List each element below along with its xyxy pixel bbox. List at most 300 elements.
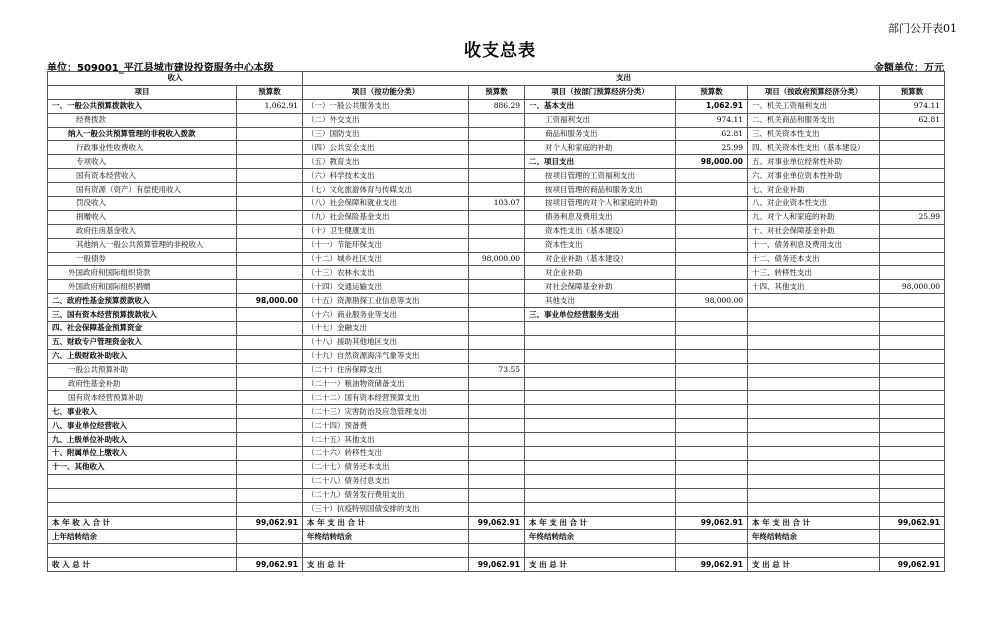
total-functional-item: 本 年 支 出 合 计 [303,516,469,530]
functional-budget [469,447,525,461]
table-row [48,127,945,141]
total-income-budget: 99,062.91 [237,516,303,530]
table-row [48,183,945,197]
income-item: 四、社会保障基金预算资金 [48,322,237,336]
functional-budget [469,433,525,447]
dept-economic-item: 其他支出 [525,294,676,308]
gov-economic-item [748,433,880,447]
functional-item: （九）社会保险基金支出 [303,210,469,224]
income-section-header: 收入 [48,72,303,86]
dept-economic-budget [676,447,748,461]
income-budget [237,447,303,461]
income-budget [237,280,303,294]
dept-economic-item [525,349,676,363]
dept-economic-item: 对个人和家庭的补助 [525,141,676,155]
gov-economic-budget [880,335,945,349]
dept-economic-budget [676,252,748,266]
functional-item: （十五）资源勘探工业信息等支出 [303,294,469,308]
dept-economic-item [525,433,676,447]
functional-budget [469,460,525,474]
dept-economic-item [525,419,676,433]
income-budget [237,224,303,238]
functional-budget: 886.29 [469,99,525,113]
gov-economic-item [748,363,880,377]
functional-item: （六）科学技术支出 [303,169,469,183]
gov-economic-budget [880,447,945,461]
col-income-budget: 预算数 [237,85,303,99]
functional-item: （二）外交支出 [303,113,469,127]
income-item: 经费拨款 [48,113,237,127]
income-item: 三、国有资本经营预算拨款收入 [48,308,237,322]
dept-economic-budget [676,502,748,516]
dept-economic-budget [676,183,748,197]
total-functional-item [303,544,469,558]
total-functional-item: 支 出 总 计 [303,558,469,572]
functional-budget: 98,000.00 [469,252,525,266]
table-row [48,391,945,405]
dept-economic-budget [676,266,748,280]
total-dept-economic-item: 支 出 总 计 [525,558,676,572]
dept-economic-item [525,322,676,336]
dept-economic-budget [676,238,748,252]
gov-economic-budget [880,363,945,377]
table-row [48,502,945,516]
gov-economic-item [748,419,880,433]
expense-section-header: 支出 [303,72,945,86]
dept-economic-item: 二、项目支出 [525,155,676,169]
functional-budget [469,169,525,183]
income-budget [237,474,303,488]
dept-economic-item: 按项目管理的商品和服务支出 [525,183,676,197]
page-title: 收支总表 [464,41,536,61]
income-item: 专项收入 [48,155,237,169]
functional-item: （二十二）国有资本经营预算支出 [303,391,469,405]
section-header-row [48,72,945,86]
table-row [48,280,945,294]
functional-budget [469,308,525,322]
gov-economic-item: 十一、债务利息及费用支出 [748,238,880,252]
col-income-item: 项目 [48,85,237,99]
dept-economic-item [525,502,676,516]
dept-economic-budget [676,433,748,447]
income-item: 国有资源（资产）有偿使用收入 [48,183,237,197]
functional-budget [469,155,525,169]
col-dept-economic-budget: 预算数 [676,85,748,99]
gov-economic-budget [880,141,945,155]
functional-budget [469,280,525,294]
gov-economic-item: 二、机关商品和服务支出 [748,113,880,127]
income-budget [237,322,303,336]
dept-economic-budget [676,280,748,294]
income-budget [237,377,303,391]
gov-economic-budget [880,405,945,419]
gov-economic-budget: 25.99 [880,210,945,224]
functional-item: （十二）城乡社区支出 [303,252,469,266]
functional-item: （四）公共安全支出 [303,141,469,155]
gov-economic-budget [880,488,945,502]
gov-economic-item [748,447,880,461]
gov-economic-budget [880,252,945,266]
income-budget [237,169,303,183]
functional-budget [469,294,525,308]
gov-economic-budget [880,349,945,363]
table-row [48,141,945,155]
functional-budget [469,224,525,238]
income-item: 国有资本经营收入 [48,169,237,183]
dept-economic-budget: 98,000.00 [676,155,748,169]
income-budget [237,183,303,197]
total-income-budget [237,544,303,558]
dept-economic-budget: 25.99 [676,141,748,155]
dept-economic-item: 三、事业单位经营服务支出 [525,308,676,322]
gov-economic-budget: 62.81 [880,113,945,127]
total-gov-economic-item: 支 出 总 计 [748,558,880,572]
gov-economic-item [748,349,880,363]
income-item [48,474,237,488]
table-row [48,210,945,224]
dept-economic-item: 按项目管理的对个人和家庭的补助 [525,197,676,211]
gov-economic-budget [880,224,945,238]
functional-budget [469,266,525,280]
gov-economic-budget [880,266,945,280]
income-budget [237,419,303,433]
functional-budget [469,113,525,127]
income-item: 一般公共预算补助 [48,363,237,377]
gov-economic-item: 八、对企业资本性支出 [748,197,880,211]
gov-economic-item: 十三、转移性支出 [748,266,880,280]
income-item: 七、事业收入 [48,405,237,419]
col-functional-budget: 预算数 [469,85,525,99]
dept-economic-budget: 974.11 [676,113,748,127]
functional-item: （二十七）债务还本支出 [303,460,469,474]
functional-budget [469,349,525,363]
total-functional-budget [469,530,525,544]
functional-budget [469,183,525,197]
functional-item: （十九）自然资源海洋气象等支出 [303,349,469,363]
table-row [48,433,945,447]
total-gov-economic-item: 本 年 支 出 合 计 [748,516,880,530]
dept-economic-budget [676,474,748,488]
income-budget [237,460,303,474]
functional-item: （二十八）债务付息支出 [303,474,469,488]
gov-economic-budget [880,155,945,169]
income-item: 一般债券 [48,252,237,266]
total-income-item: 上年结转结余 [48,530,237,544]
budget-summary-table [47,71,945,572]
dept-economic-budget: 62.81 [676,127,748,141]
table-row [48,266,945,280]
dept-economic-budget [676,488,748,502]
income-budget [237,405,303,419]
functional-item: （十三）农林水支出 [303,266,469,280]
dept-economic-item: 按项目管理的工资福利支出 [525,169,676,183]
total-functional-budget [469,544,525,558]
income-budget [237,433,303,447]
functional-budget [469,322,525,336]
table-row [48,335,945,349]
income-budget [237,266,303,280]
income-budget [237,210,303,224]
functional-item: （五）教育支出 [303,155,469,169]
functional-item: （十七）金融支出 [303,322,469,336]
table-row [48,224,945,238]
income-item: 九、上级单位补助收入 [48,433,237,447]
gov-economic-item: 十四、其他支出 [748,280,880,294]
functional-item: （二十六）转移性支出 [303,447,469,461]
gov-economic-item [748,335,880,349]
col-gov-economic-budget: 预算数 [880,85,945,99]
table-row [48,155,945,169]
form-number: 部门公开表01 [888,22,957,35]
income-item: 捐赠收入 [48,210,237,224]
dept-economic-item: 对企业补助（基本建设） [525,252,676,266]
table-row [48,363,945,377]
dept-economic-item [525,377,676,391]
functional-budget [469,405,525,419]
gov-economic-item [748,377,880,391]
total-dept-economic-item [525,544,676,558]
functional-budget [469,141,525,155]
gov-economic-item: 五、对事业单位经常性补助 [748,155,880,169]
gov-economic-budget [880,460,945,474]
gov-economic-item [748,460,880,474]
column-header-row [48,85,945,99]
income-budget [237,349,303,363]
total-functional-budget: 99,062.91 [469,516,525,530]
total-row [48,558,945,572]
table-row [48,447,945,461]
total-income-budget: 99,062.91 [237,558,303,572]
income-budget: 1,062.91 [237,99,303,113]
income-item: 政府住房基金收入 [48,224,237,238]
total-dept-economic-budget: 99,062.91 [676,516,748,530]
dept-economic-item [525,391,676,405]
total-gov-economic-budget [880,544,945,558]
functional-budget: 73.55 [469,363,525,377]
gov-economic-budget: 98,000.00 [880,280,945,294]
gov-economic-item [748,308,880,322]
table-row [48,488,945,502]
gov-economic-budget [880,238,945,252]
functional-item: （三）国防支出 [303,127,469,141]
total-income-item: 本 年 收 入 合 计 [48,516,237,530]
income-item: 罚没收入 [48,197,237,211]
functional-budget [469,377,525,391]
dept-economic-budget [676,322,748,336]
gov-economic-budget [880,127,945,141]
gov-economic-budget [880,391,945,405]
gov-economic-item [748,294,880,308]
income-budget [237,502,303,516]
functional-budget [469,238,525,252]
gov-economic-item: 九、对个人和家庭的补助 [748,210,880,224]
gov-economic-item: 一、机关工资福利支出 [748,99,880,113]
functional-budget [469,335,525,349]
total-gov-economic-budget [880,530,945,544]
table-row [48,405,945,419]
dept-economic-budget [676,308,748,322]
functional-item: （二十）住房保障支出 [303,363,469,377]
gov-economic-item [748,474,880,488]
income-item: 一、一般公共预算拨款收入 [48,99,237,113]
income-budget [237,155,303,169]
total-functional-budget: 99,062.91 [469,558,525,572]
income-budget [237,113,303,127]
functional-budget [469,474,525,488]
income-item: 十、附属单位上缴收入 [48,447,237,461]
dept-economic-budget: 98,000.00 [676,294,748,308]
gov-economic-budget [880,377,945,391]
income-budget: 98,000.00 [237,294,303,308]
dept-economic-item: 对企业补助 [525,266,676,280]
income-budget [237,488,303,502]
total-row [48,516,945,530]
dept-economic-budget [676,224,748,238]
functional-item: （十一）节能环保支出 [303,238,469,252]
income-budget [237,335,303,349]
income-item: 外国政府和国际组织贷款 [48,266,237,280]
total-row [48,530,945,544]
total-functional-item: 年终结转结余 [303,530,469,544]
functional-item: （十）卫生健康支出 [303,224,469,238]
dept-economic-item: 工资福利支出 [525,113,676,127]
gov-economic-item: 十二、债务还本支出 [748,252,880,266]
income-item: 五、财政专户管理资金收入 [48,335,237,349]
total-gov-economic-budget: 99,062.91 [880,516,945,530]
income-budget [237,197,303,211]
dept-economic-budget: 1,062.91 [676,99,748,113]
income-item: 行政事业性收费收入 [48,141,237,155]
table-row [48,349,945,363]
gov-economic-budget: 974.11 [880,99,945,113]
gov-economic-item: 四、机关资本性支出（基本建设） [748,141,880,155]
functional-budget [469,210,525,224]
total-dept-economic-budget: 99,062.91 [676,558,748,572]
table-row [48,308,945,322]
functional-budget [469,488,525,502]
income-budget [237,252,303,266]
gov-economic-budget [880,419,945,433]
dept-economic-item: 资本性支出（基本建设） [525,224,676,238]
total-gov-economic-item: 年终结转结余 [748,530,880,544]
total-dept-economic-item: 本 年 支 出 合 计 [525,516,676,530]
dept-economic-budget [676,405,748,419]
dept-economic-item [525,488,676,502]
table-row [48,238,945,252]
dept-economic-budget [676,419,748,433]
dept-economic-budget [676,210,748,224]
functional-item: （二十五）其他支出 [303,433,469,447]
gov-economic-budget [880,183,945,197]
functional-item: （二十一）粮油物资储备支出 [303,377,469,391]
total-dept-economic-budget [676,544,748,558]
gov-economic-budget [880,294,945,308]
dept-economic-budget [676,377,748,391]
income-item: 国有资本经营预算补助 [48,391,237,405]
functional-item: （二十九）债务发行费用支出 [303,488,469,502]
dept-economic-item: 对社会保障基金补助 [525,280,676,294]
functional-item: （三十）抗疫特别国债安排的支出 [303,502,469,516]
functional-budget [469,419,525,433]
dept-economic-item: 资本性支出 [525,238,676,252]
gov-economic-budget [880,433,945,447]
table-row [48,252,945,266]
income-budget [237,391,303,405]
table-row [48,322,945,336]
dept-economic-item: 债务利息及费用支出 [525,210,676,224]
income-budget [237,308,303,322]
gov-economic-budget [880,169,945,183]
income-item: 六、上级财政补助收入 [48,349,237,363]
total-gov-economic-budget: 99,062.91 [880,558,945,572]
gov-economic-budget [880,322,945,336]
gov-economic-item [748,488,880,502]
functional-budget [469,502,525,516]
gov-economic-item: 六、对事业单位资本性补助 [748,169,880,183]
total-gov-economic-item [748,544,880,558]
income-budget [237,141,303,155]
dept-economic-budget [676,349,748,363]
total-income-item [48,544,237,558]
income-item: 十一、其他收入 [48,460,237,474]
gov-economic-item [748,391,880,405]
dept-economic-item: 商品和服务支出 [525,127,676,141]
income-item: 八、事业单位经营收入 [48,419,237,433]
col-dept-economic-item: 项目（按部门预算经济分类） [525,85,676,99]
functional-item: （十八）援助其他地区支出 [303,335,469,349]
income-item [48,488,237,502]
functional-item: （一）一般公共服务支出 [303,99,469,113]
income-item: 二、政府性基金预算拨款收入 [48,294,237,308]
gov-economic-budget [880,502,945,516]
gov-economic-budget [880,474,945,488]
income-item: 政府性基金补助 [48,377,237,391]
gov-economic-item: 七、对企业补助 [748,183,880,197]
dept-economic-item: 一、基本支出 [525,99,676,113]
income-budget [237,238,303,252]
income-item: 外国政府和国际组织捐赠 [48,280,237,294]
table-row [48,377,945,391]
gov-economic-item: 三、机关资本性支出 [748,127,880,141]
dept-economic-budget [676,363,748,377]
dept-economic-item [525,363,676,377]
table-row [48,474,945,488]
functional-budget [469,391,525,405]
table-row [48,460,945,474]
functional-budget [469,127,525,141]
gov-economic-item [748,405,880,419]
table-row [48,294,945,308]
gov-economic-budget [880,197,945,211]
dept-economic-item [525,474,676,488]
dept-economic-budget [676,169,748,183]
col-gov-economic-item: 项目（按政府预算经济分类） [748,85,880,99]
functional-item: （七）文化旅游体育与传媒支出 [303,183,469,197]
col-functional-item: 项目（按功能分类） [303,85,469,99]
functional-item: （十四）交通运输支出 [303,280,469,294]
dept-economic-item [525,405,676,419]
unit-name: 单位：509001_平江县城市建设投资服务中心本级 [47,63,274,74]
table-row [48,169,945,183]
gov-economic-item: 十、对社会保障基金补助 [748,224,880,238]
income-budget [237,363,303,377]
functional-item: （十六）商业服务业等支出 [303,308,469,322]
dept-economic-budget [676,197,748,211]
amount-unit: 金额单位：万元 [874,63,944,74]
table-row [48,197,945,211]
total-income-item: 收 入 总 计 [48,558,237,572]
dept-economic-budget [676,391,748,405]
